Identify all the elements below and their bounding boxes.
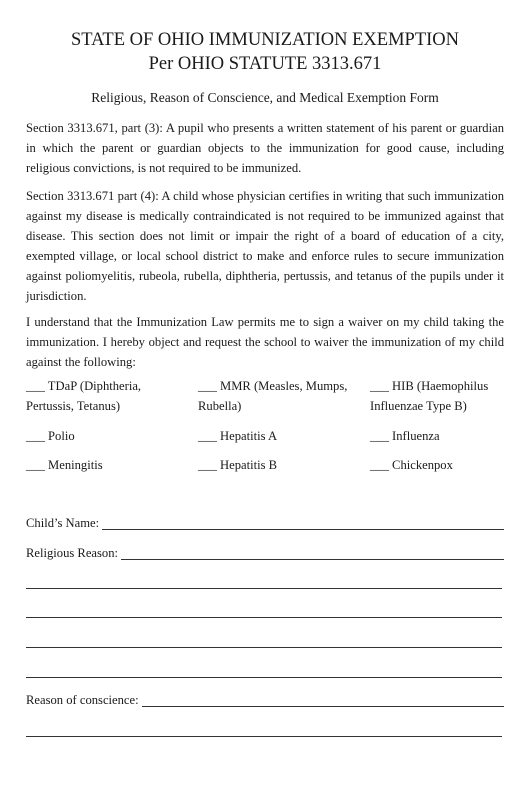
conscience-reason-label: Reason of conscience: <box>26 693 139 707</box>
child-name-label: Child’s Name: <box>26 516 100 530</box>
religious-reason-blank-line-1[interactable] <box>26 588 502 589</box>
vaccine-option-mmr[interactable]: ___ MMR (Measles, Mumps, Rubella) <box>198 379 348 413</box>
vaccine-option-hepatitis-b[interactable]: ___ Hepatitis B <box>198 458 278 472</box>
form-subtitle: Religious, Reason of Conscience, and Medical Exemption Form <box>91 90 439 105</box>
child-name-field[interactable] <box>26 513 504 533</box>
religious-reason-blank-line-4[interactable] <box>26 677 502 678</box>
conscience-reason-field[interactable] <box>26 690 504 710</box>
religious-reason-blank-line-2[interactable] <box>26 617 502 618</box>
conscience-reason-line[interactable] <box>142 692 504 707</box>
vaccine-option-influenza[interactable]: ___ Influenza <box>370 429 440 443</box>
vaccine-option-chickenpox[interactable]: ___ Chickenpox <box>370 458 453 472</box>
vaccine-option-polio[interactable]: ___ Polio <box>26 429 75 443</box>
vaccine-option-meningitis[interactable]: ___ Meningitis <box>26 458 103 472</box>
section-part-3-paragraph: Section 3313.671, part (3): A pupil who presents a written statement of his parent or guardian in which the parent or guardian objects to the immunization for good cause, including religious convictions, is not required to be immunized. <box>26 121 504 175</box>
vaccine-option-hib[interactable]: ___ HIB (Haemophilus Influenzae Type B) <box>370 379 489 413</box>
religious-reason-blank-line-3[interactable] <box>26 647 502 648</box>
form-statute: Per OHIO STATUTE 3313.671 <box>148 54 382 74</box>
vaccine-option-tdap[interactable]: ___ TDaP (Diphtheria, Pertussis, Tetanus) <box>26 379 142 413</box>
form-title: STATE OF OHIO IMMUNIZATION EXEMPTION <box>70 30 460 50</box>
religious-reason-field[interactable] <box>26 543 504 563</box>
religious-reason-line[interactable] <box>121 545 504 560</box>
section-part-4-paragraph: Section 3313.671 part (4): A child whose physician certifies in writing that such immunization against my disease is medically contraindicated is not required to be immunized against that disease. This section does not limit or impair the right of a board of education of a city, exempted village, or local school district to make and enforce rules to secure immunization against poliomyelitis, rubeola, rubella, diphtheria, pertussis, and tetanus of the pupils under it jurisdiction. <box>26 189 504 303</box>
vaccine-option-hepatitis-a[interactable]: ___ Hepatitis A <box>198 429 278 443</box>
waiver-statement-paragraph: I understand that the Immunization Law permits me to sign a waiver on my child taking the immunization. I hereby object and request the school to waiver the immunization of my child against the following: <box>26 315 504 369</box>
child-name-line[interactable] <box>102 515 504 530</box>
religious-reason-label: Religious Reason: <box>26 546 118 560</box>
conscience-reason-blank-line-1[interactable] <box>26 736 502 737</box>
